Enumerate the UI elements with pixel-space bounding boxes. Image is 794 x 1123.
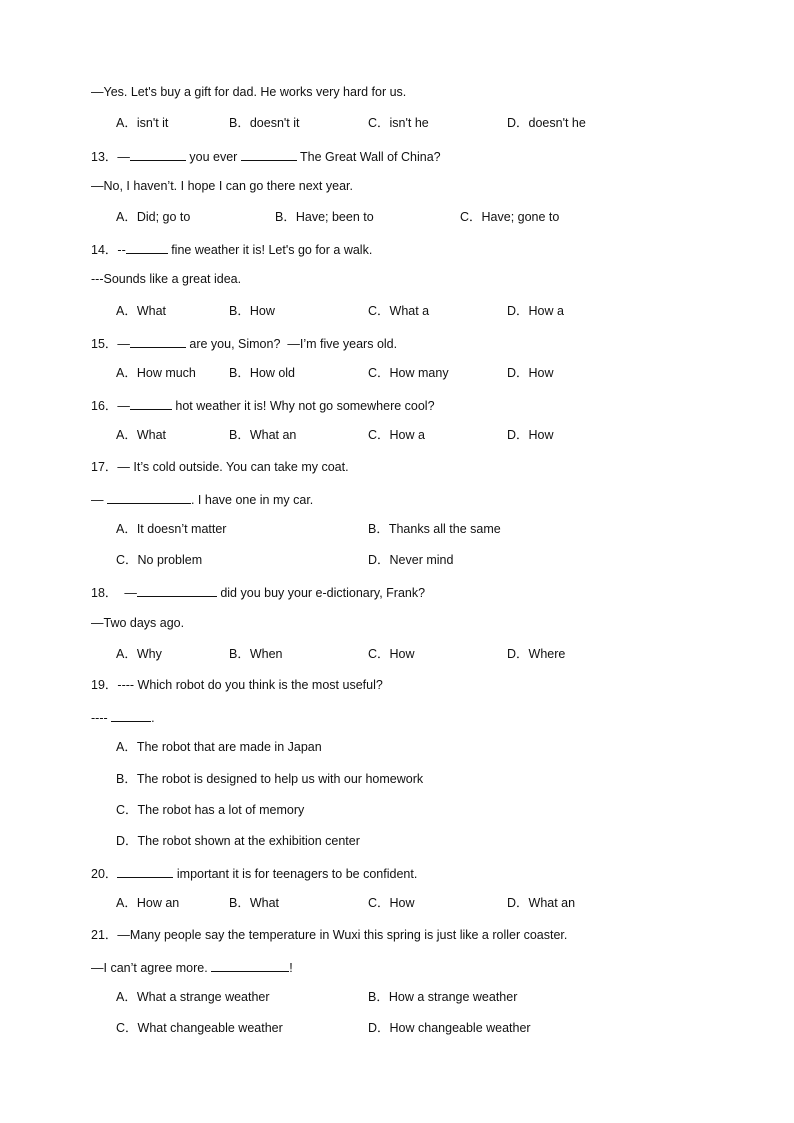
q14-response: ---Sounds like a great idea. — [91, 272, 242, 286]
q16-option-a[interactable]: A．What — [116, 428, 167, 442]
answer-blank — [137, 583, 217, 597]
q15-option-d[interactable]: D．How — [507, 366, 554, 380]
q17-option-a[interactable]: A．It doesn’t matter — [116, 522, 227, 536]
q14-option-c[interactable]: C．What a — [368, 304, 430, 318]
q20-question: 20． important it is for teenagers to be confident. — [91, 864, 417, 882]
q18-option-d[interactable]: D．Where — [507, 647, 566, 661]
q13-question: 13．— you ever The Great Wall of China? — [91, 147, 441, 165]
q13-option-b[interactable]: B．Have; been to — [275, 210, 374, 224]
q17-option-c[interactable]: C．No problem — [116, 553, 203, 567]
q17-response: — . I have one in my car. — [91, 490, 313, 508]
q20-option-c[interactable]: C．How — [368, 896, 415, 910]
question-number: 21． — [91, 928, 118, 942]
question-number: 14． — [91, 243, 118, 257]
q15-option-a[interactable]: A．How much — [116, 366, 196, 380]
q14-option-b[interactable]: B．How — [229, 304, 275, 318]
answer-blank — [241, 147, 297, 161]
question-number: 15． — [91, 337, 118, 351]
q12-option-d[interactable]: D．doesn't he — [507, 116, 586, 130]
q21-response: —I can’t agree more. ! — [91, 958, 293, 976]
q18-response: —Two days ago. — [91, 616, 185, 630]
q19-question: 19．---- Which robot do you think is the most useful? — [91, 678, 383, 692]
q12-option-c[interactable]: C．isn't he — [368, 116, 429, 130]
q16-option-b[interactable]: B．What an — [229, 428, 297, 442]
q15-option-c[interactable]: C．How many — [368, 366, 449, 380]
q20-option-a[interactable]: A．How an — [116, 896, 180, 910]
q19-response: ---- . — [91, 708, 155, 726]
answer-blank — [126, 240, 168, 254]
q14-option-a[interactable]: A．What — [116, 304, 167, 318]
q13-response: —No, I haven’t. I hope I can go there next year. — [91, 179, 353, 193]
question-number: 20． — [91, 867, 118, 881]
q16-option-d[interactable]: D．How — [507, 428, 554, 442]
q17-option-d[interactable]: D．Never mind — [368, 553, 454, 567]
q16-option-c[interactable]: C．How a — [368, 428, 425, 442]
q20-option-d[interactable]: D．What an — [507, 896, 576, 910]
question-number: 19． — [91, 678, 118, 692]
question-number: 18． — [91, 586, 118, 600]
q18-question: 18． — did you buy your e-dictionary, Frank? — [91, 583, 425, 601]
q18-option-c[interactable]: C．How — [368, 647, 415, 661]
q13-option-a[interactable]: A．Did; go to — [116, 210, 191, 224]
q12-option-b[interactable]: B．doesn't it — [229, 116, 300, 130]
question-number: 13． — [91, 150, 118, 164]
q15-option-b[interactable]: B．How old — [229, 366, 295, 380]
q14-question: 14．-- fine weather it is! Let's go for a walk. — [91, 240, 372, 258]
q14-option-d[interactable]: D．How a — [507, 304, 564, 318]
q21-option-c[interactable]: C．What changeable weather — [116, 1021, 283, 1035]
q21-option-b[interactable]: B．How a strange weather — [368, 990, 518, 1004]
q19-option-b[interactable]: B．The robot is designed to help us with our homework — [116, 772, 424, 786]
answer-blank — [111, 708, 151, 722]
q13-option-c[interactable]: C．Have; gone to — [460, 210, 560, 224]
q19-option-d[interactable]: D．The robot shown at the exhibition center — [116, 834, 360, 848]
answer-blank — [130, 334, 186, 348]
question-number: 16． — [91, 399, 118, 413]
q12-response: —Yes. Let's buy a gift for dad. He works very hard for us. — [91, 85, 407, 99]
q18-option-b[interactable]: B．When — [229, 647, 283, 661]
q17-option-b[interactable]: B．Thanks all the same — [368, 522, 501, 536]
answer-blank — [117, 864, 173, 878]
q16-question: 16．— hot weather it is! Why not go somewhere cool? — [91, 396, 435, 414]
q15-question: 15．— are you, Simon? —I’m five years old. — [91, 334, 397, 352]
q19-option-a[interactable]: A．The robot that are made in Japan — [116, 740, 322, 754]
answer-blank — [211, 958, 289, 972]
answer-blank — [130, 147, 186, 161]
answer-blank — [130, 396, 172, 410]
question-number: 17． — [91, 460, 118, 474]
q20-option-b[interactable]: B．What — [229, 896, 280, 910]
q21-option-d[interactable]: D．How changeable weather — [368, 1021, 531, 1035]
q19-option-c[interactable]: C．The robot has a lot of memory — [116, 803, 305, 817]
q12-option-a[interactable]: A．isn't it — [116, 116, 169, 130]
answer-blank — [107, 490, 191, 504]
q21-option-a[interactable]: A．What a strange weather — [116, 990, 270, 1004]
q18-option-a[interactable]: A．Why — [116, 647, 162, 661]
q17-question: 17．— It’s cold outside. You can take my coat. — [91, 460, 349, 474]
q21-question: 21．—Many people say the temperature in Wuxi this spring is just like a roller coaster. — [91, 928, 568, 942]
